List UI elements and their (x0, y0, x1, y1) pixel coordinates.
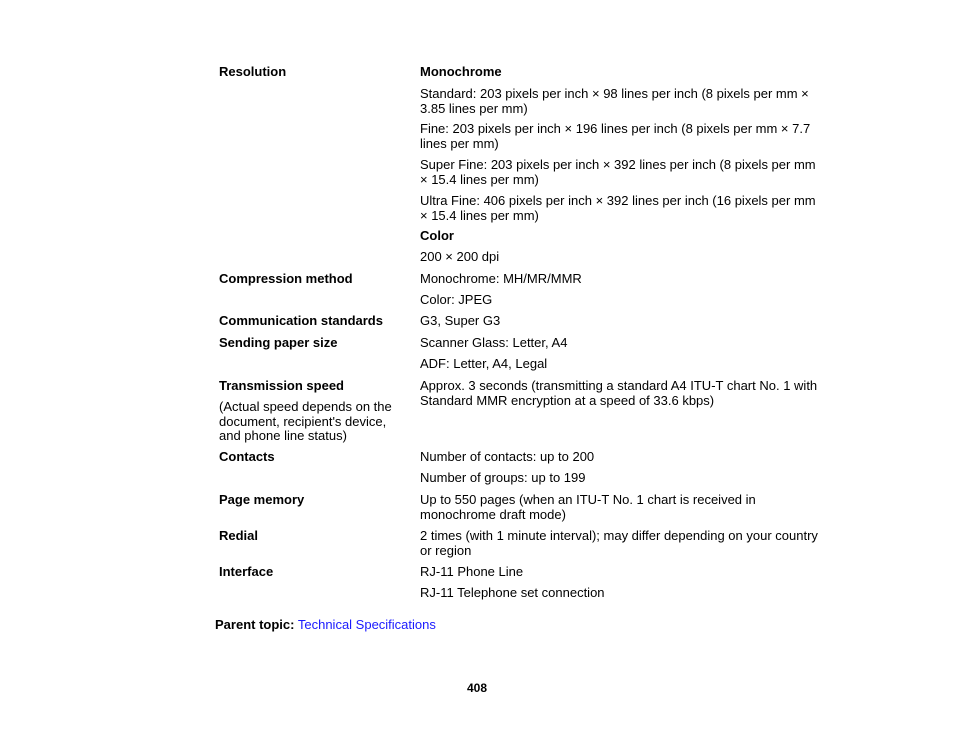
contacts-value: Number of contacts: up to 200 (420, 449, 595, 464)
interface-label: Interface (219, 564, 274, 579)
color-heading: Color (420, 228, 454, 243)
transmission-label: Transmission speed (219, 378, 344, 393)
transmission-note: (Actual speed depends on the document, recipient's device, and phone line status) (219, 399, 392, 443)
parent-topic (215, 617, 436, 632)
compression-label: Compression method (219, 271, 353, 286)
page-memory-label: Page memory (219, 492, 305, 507)
transmission-value: Approx. 3 seconds (transmitting a standard A4 ITU-T chart No. 1 with Standard MMR encryption at a speed of 33.6 kbps) (420, 378, 818, 408)
interface-phone: RJ-11 Phone Line (420, 564, 524, 579)
redial-value: 2 times (with 1 minute interval); may differ depending on your country or region (420, 528, 818, 558)
technical-specifications-link[interactable]: Technical Specifications (297, 617, 436, 632)
page-memory-value: Up to 550 pages (when an ITU-T No. 1 chart is received in monochrome draft mode) (420, 492, 756, 522)
parent-topic-label: Parent topic: (215, 617, 295, 632)
sending-size-glass: Scanner Glass: Letter, A4 (420, 335, 568, 350)
page-number: 408 (466, 681, 488, 695)
interface-telephone: RJ-11 Telephone set connection (420, 585, 605, 600)
sending-size-label: Sending paper size (219, 335, 338, 350)
resolution-standard: Standard: 203 pixels per inch × 98 lines per inch (8 pixels per mm × 3.85 lines per mm) (420, 86, 809, 116)
redial-label: Redial (219, 528, 259, 543)
sending-size-adf: ADF: Letter, A4, Legal (420, 356, 548, 371)
monochrome-heading: Monochrome (420, 64, 502, 79)
resolution-label: Resolution (219, 64, 287, 79)
groups-value: Number of groups: up to 199 (420, 470, 586, 485)
resolution-fine: Fine: 203 pixels per inch × 196 lines per inch (8 pixels per mm × 7.7 lines per mm) (420, 121, 811, 151)
resolution-super-fine: Super Fine: 203 pixels per inch × 392 lines per inch (8 pixels per mm × 15.4 lines per mm) (420, 157, 816, 187)
contacts-label: Contacts (219, 449, 275, 464)
compression-color: Color: JPEG (420, 292, 493, 307)
resolution-color-value: 200 × 200 dpi (420, 249, 500, 264)
communication-label: Communication standards (219, 313, 383, 328)
compression-mono: Monochrome: MH/MR/MMR (420, 271, 582, 286)
communication-value: G3, Super G3 (420, 313, 501, 328)
resolution-ultra-fine: Ultra Fine: 406 pixels per inch × 392 lines per inch (16 pixels per mm × 15.4 lines per mm) (420, 193, 816, 223)
